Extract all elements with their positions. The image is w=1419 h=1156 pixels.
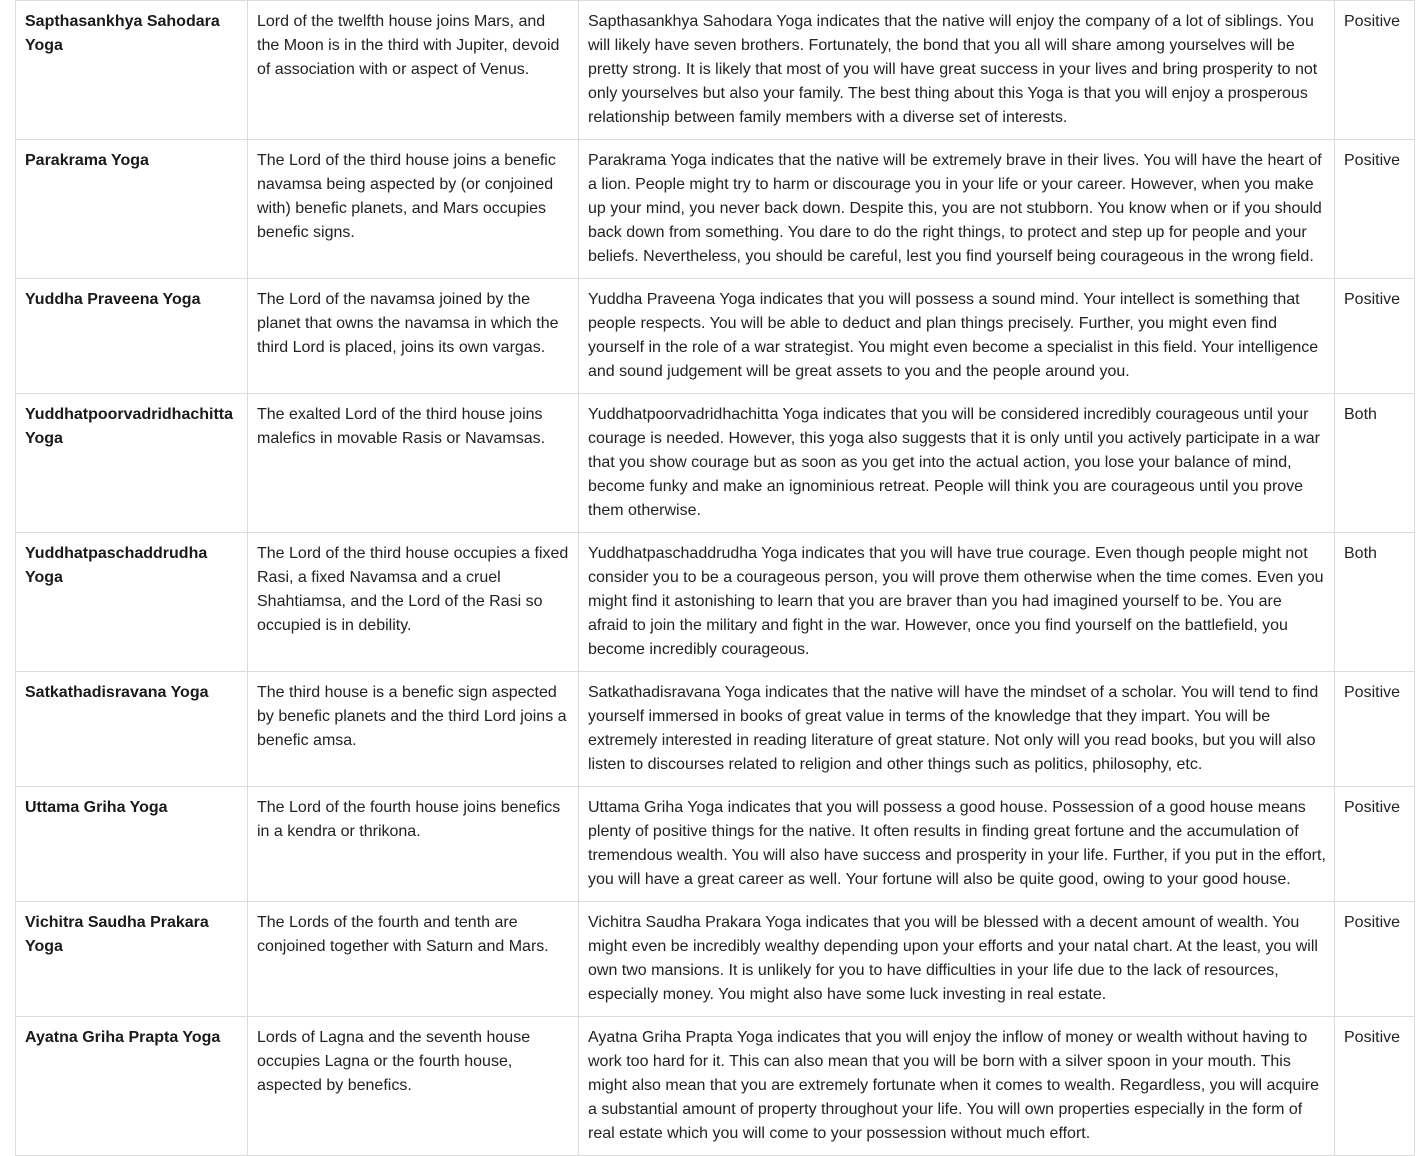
yoga-effect: Yuddhatpaschaddrudha Yoga indicates that you will have true courage. Even though people might not consider you to be a courageous person, you will prove them otherwise when the time comes. Even you might find it astonishing to learn that you are braver than you had imagined yourself to be. You are afraid to join the military and fight in the war. However, once you find yourself on the battlefield, you become incredibly courageous. <box>579 533 1335 672</box>
yoga-name: Vichitra Saudha Prakara Yoga <box>16 902 248 1017</box>
table-row <box>16 902 1415 1017</box>
yoga-condition: The Lord of the third house joins a benefic navamsa being aspected by (or conjoined with) benefic planets, and Mars occupies benefic signs. <box>248 140 579 279</box>
table-row <box>16 1 1415 140</box>
table-row <box>16 672 1415 787</box>
yoga-condition: The third house is a benefic sign aspected by benefic planets and the third Lord joins a benefic amsa. <box>248 672 579 787</box>
yoga-condition: The Lord of the third house occupies a fixed Rasi, a fixed Navamsa and a cruel Shahtiamsa, and the Lord of the Rasi so occupied is in debility. <box>248 533 579 672</box>
yoga-effect: Yuddha Praveena Yoga indicates that you will possess a sound mind. Your intellect is something that people respects. You will be able to deduct and plan things precisely. Further, you might even find yourself in the role of a war strategist. You might even become a specialist in this field. Your intelligence and sound judgement will be great assets to you and the people around you. <box>579 279 1335 394</box>
table-row <box>16 1017 1415 1156</box>
table-row <box>16 140 1415 279</box>
yoga-name: Parakrama Yoga <box>16 140 248 279</box>
yoga-name: Ayatna Griha Prapta Yoga <box>16 1017 248 1156</box>
yoga-name: Yuddhatpoorvadridhachitta Yoga <box>16 394 248 533</box>
yoga-nature: Positive <box>1335 672 1415 787</box>
yoga-nature: Positive <box>1335 279 1415 394</box>
yoga-nature: Both <box>1335 533 1415 672</box>
yoga-name: Yuddhatpaschaddrudha Yoga <box>16 533 248 672</box>
yoga-name: Sapthasankhya Sahodara Yoga <box>16 1 248 140</box>
table-row <box>16 533 1415 672</box>
yoga-effect: Parakrama Yoga indicates that the native will be extremely brave in their lives. You will have the heart of a lion. People might try to harm or discourage you in your life or your career. However, when you make up your mind, you never back down. Despite this, you are not stubborn. You know when or if you should back down from something. You dare to do the right things, to protect and step up for people and your beliefs. Nevertheless, you should be careful, lest you find yourself being courageous in the wrong field. <box>579 140 1335 279</box>
yoga-table-body <box>16 1 1415 1156</box>
yoga-effect: Vichitra Saudha Prakara Yoga indicates that you will be blessed with a decent amount of wealth. You might even be incredibly wealthy depending upon your efforts and your natal chart. At the least, you will own two mansions. It is unlikely for you to have difficulties in your life due to the lack of resources, especially money. You might also have some luck investing in real estate. <box>579 902 1335 1017</box>
yoga-name: Uttama Griha Yoga <box>16 787 248 902</box>
yoga-condition: The exalted Lord of the third house joins malefics in movable Rasis or Navamsas. <box>248 394 579 533</box>
yoga-name: Yuddha Praveena Yoga <box>16 279 248 394</box>
yoga-nature: Positive <box>1335 1 1415 140</box>
yoga-effect: Ayatna Griha Prapta Yoga indicates that you will enjoy the inflow of money or wealth without having to work too hard for it. This can also mean that you will be born with a silver spoon in your mouth. This might also mean that you are extremely fortunate when it comes to wealth. Regardless, you will acquire a substantial amount of property throughout your life. You will own properties especially in the form of real estate which you will come to your possession without much effort. <box>579 1017 1335 1156</box>
yoga-condition: The Lords of the fourth and tenth are conjoined together with Saturn and Mars. <box>248 902 579 1017</box>
yoga-condition: Lords of Lagna and the seventh house occupies Lagna or the fourth house, aspected by benefics. <box>248 1017 579 1156</box>
table-row <box>16 787 1415 902</box>
yoga-table <box>15 0 1415 1156</box>
yoga-effect: Yuddhatpoorvadridhachitta Yoga indicates that you will be considered incredibly courageous until your courage is needed. However, this yoga also suggests that it is only until you actively participate in a war that you show courage but as soon as you get into the actual action, you lose your balance of mind, become funky and make an ignominious retreat. People will think you are courageous until you prove them otherwise. <box>579 394 1335 533</box>
yoga-condition: Lord of the twelfth house joins Mars, and the Moon is in the third with Jupiter, devoid of association with or aspect of Venus. <box>248 1 579 140</box>
table-row <box>16 394 1415 533</box>
yoga-condition: The Lord of the navamsa joined by the planet that owns the navamsa in which the third Lord is placed, joins its own vargas. <box>248 279 579 394</box>
yoga-condition: The Lord of the fourth house joins benefics in a kendra or thrikona. <box>248 787 579 902</box>
yoga-name: Satkathadisravana Yoga <box>16 672 248 787</box>
yoga-nature: Positive <box>1335 1017 1415 1156</box>
yoga-nature: Positive <box>1335 902 1415 1017</box>
yoga-nature: Both <box>1335 394 1415 533</box>
yoga-effect: Sapthasankhya Sahodara Yoga indicates that the native will enjoy the company of a lot of siblings. You will likely have seven brothers. Fortunately, the bond that you all will share among yourselves will be pretty strong. It is likely that most of you will have great success in your lives and bring prosperity to not only yourselves but also your family. The best thing about this Yoga is that you will enjoy a prosperous relationship between family members with a diverse set of interests. <box>579 1 1335 140</box>
yoga-effect: Satkathadisravana Yoga indicates that the native will have the mindset of a scholar. You will tend to find yourself immersed in books of great value in terms of the knowledge that they impart. You will be extremely interested in reading literature of great stature. Not only will you read books, but you will also listen to discourses related to religion and other things such as politics, philosophy, etc. <box>579 672 1335 787</box>
yoga-effect: Uttama Griha Yoga indicates that you will possess a good house. Possession of a good house means plenty of positive things for the native. It often results in finding great fortune and the accumulation of tremendous wealth. You will also have success and prosperity in your life. Further, if you put in the effort, you will have a great career as well. Your fortune will also be quite good, owing to your good house. <box>579 787 1335 902</box>
yoga-nature: Positive <box>1335 140 1415 279</box>
yoga-nature: Positive <box>1335 787 1415 902</box>
table-row <box>16 279 1415 394</box>
